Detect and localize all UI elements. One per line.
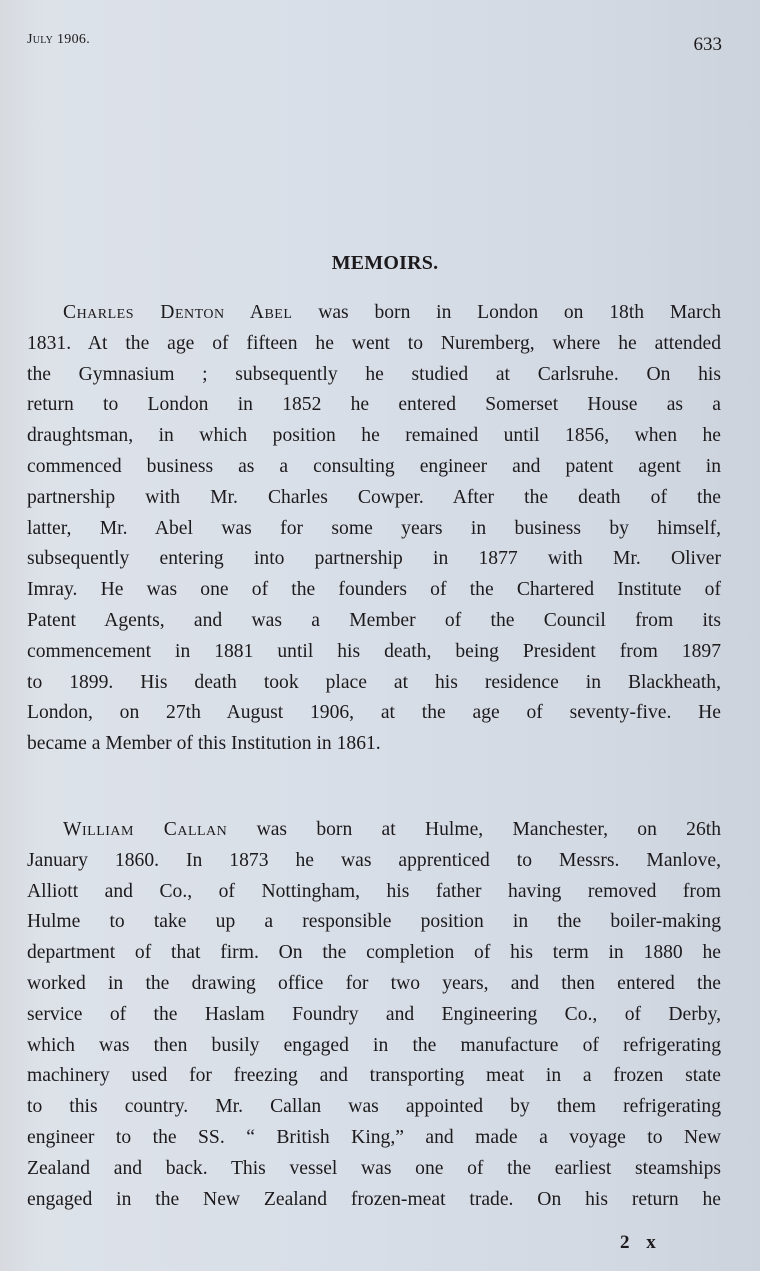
paragraph-line: service of the Haslam Foundry and Engineering Co., of Derby, [27, 1003, 721, 1025]
paragraph-line: to this country. Mr. Callan was appointed by them refrigerating [27, 1096, 721, 1118]
paragraph-line: Hulme to take up a responsible position in the boiler-making [27, 911, 721, 933]
printer-signature-mark: 2 x [620, 1232, 662, 1253]
paragraph-line: draughtsman, in which position he remained until 1856, when he [27, 425, 721, 447]
paragraph-line: William Callan was born at Hulme, Manchester, on 26th [63, 819, 721, 840]
paragraph-line: Charles Denton Abel was born in London on 18th March [63, 302, 722, 323]
paragraph-line: Patent Agents, and was a Member of the Council from its [27, 609, 721, 631]
paragraph-line: engineer to the SS. “ British King,” and made a voyage to New [27, 1126, 721, 1148]
paragraph-line: January 1860. In 1873 he was apprenticed to Messrs. Manlove, [27, 849, 721, 871]
memoir-paragraph-abel [27, 298, 721, 760]
paragraph-line: machinery used for freezing and transporting meat in a frozen state [27, 1065, 721, 1087]
paragraph-line: became a Member of this Institution in 1861. [27, 733, 381, 755]
memoir-subject-name: William Callan [63, 819, 228, 840]
paragraph-line: commencement in 1881 until his death, being President from 1897 [27, 640, 721, 662]
paragraph-line: 1831. At the age of fifteen he went to Nuremberg, where he attended [27, 332, 721, 354]
memoir-subject-name: Charles Denton Abel [63, 302, 293, 323]
paragraph-line: commenced business as a consulting engineer and patent agent in [27, 455, 721, 477]
running-head-date: July 1906. [27, 32, 90, 47]
paragraph-line: Zealand and back. This vessel was one of the earliest steamships [27, 1157, 721, 1179]
paragraph-line: partnership with Mr. Charles Cowper. After the death of the [27, 486, 721, 508]
paragraph-line: worked in the drawing office for two years, and then entered the [27, 972, 721, 994]
running-head [27, 30, 722, 54]
paragraph-line: department of that firm. On the completion of his term in 1880 he [27, 942, 721, 964]
page-number: 633 [693, 34, 722, 55]
paragraph-line: which was then busily engaged in the manufacture of refrigerating [27, 1034, 721, 1056]
paragraph-line: engaged in the New Zealand frozen-meat trade. On his return he [27, 1188, 721, 1210]
memoir-paragraph-callan [27, 815, 721, 1215]
paragraph-line: to 1899. His death took place at his residence in Blackheath, [27, 671, 721, 693]
paragraph-line: Alliott and Co., of Nottingham, his father having removed from [27, 880, 721, 902]
section-title: MEMOIRS. [331, 252, 439, 274]
paragraph-line: the Gymnasium ; subsequently he studied at Carlsruhe. On his [27, 363, 721, 385]
paragraph-line: subsequently entering into partnership in 1877 with Mr. Oliver [27, 548, 721, 570]
paragraph-line: London, on 27th August 1906, at the age of seventy-five. He [27, 702, 721, 724]
paragraph-line: return to London in 1852 he entered Somerset House as a [27, 394, 721, 416]
paragraph-line: latter, Mr. Abel was for some years in business by himself, [27, 517, 721, 539]
paragraph-line: Imray. He was one of the founders of the Chartered Institute of [27, 579, 721, 601]
